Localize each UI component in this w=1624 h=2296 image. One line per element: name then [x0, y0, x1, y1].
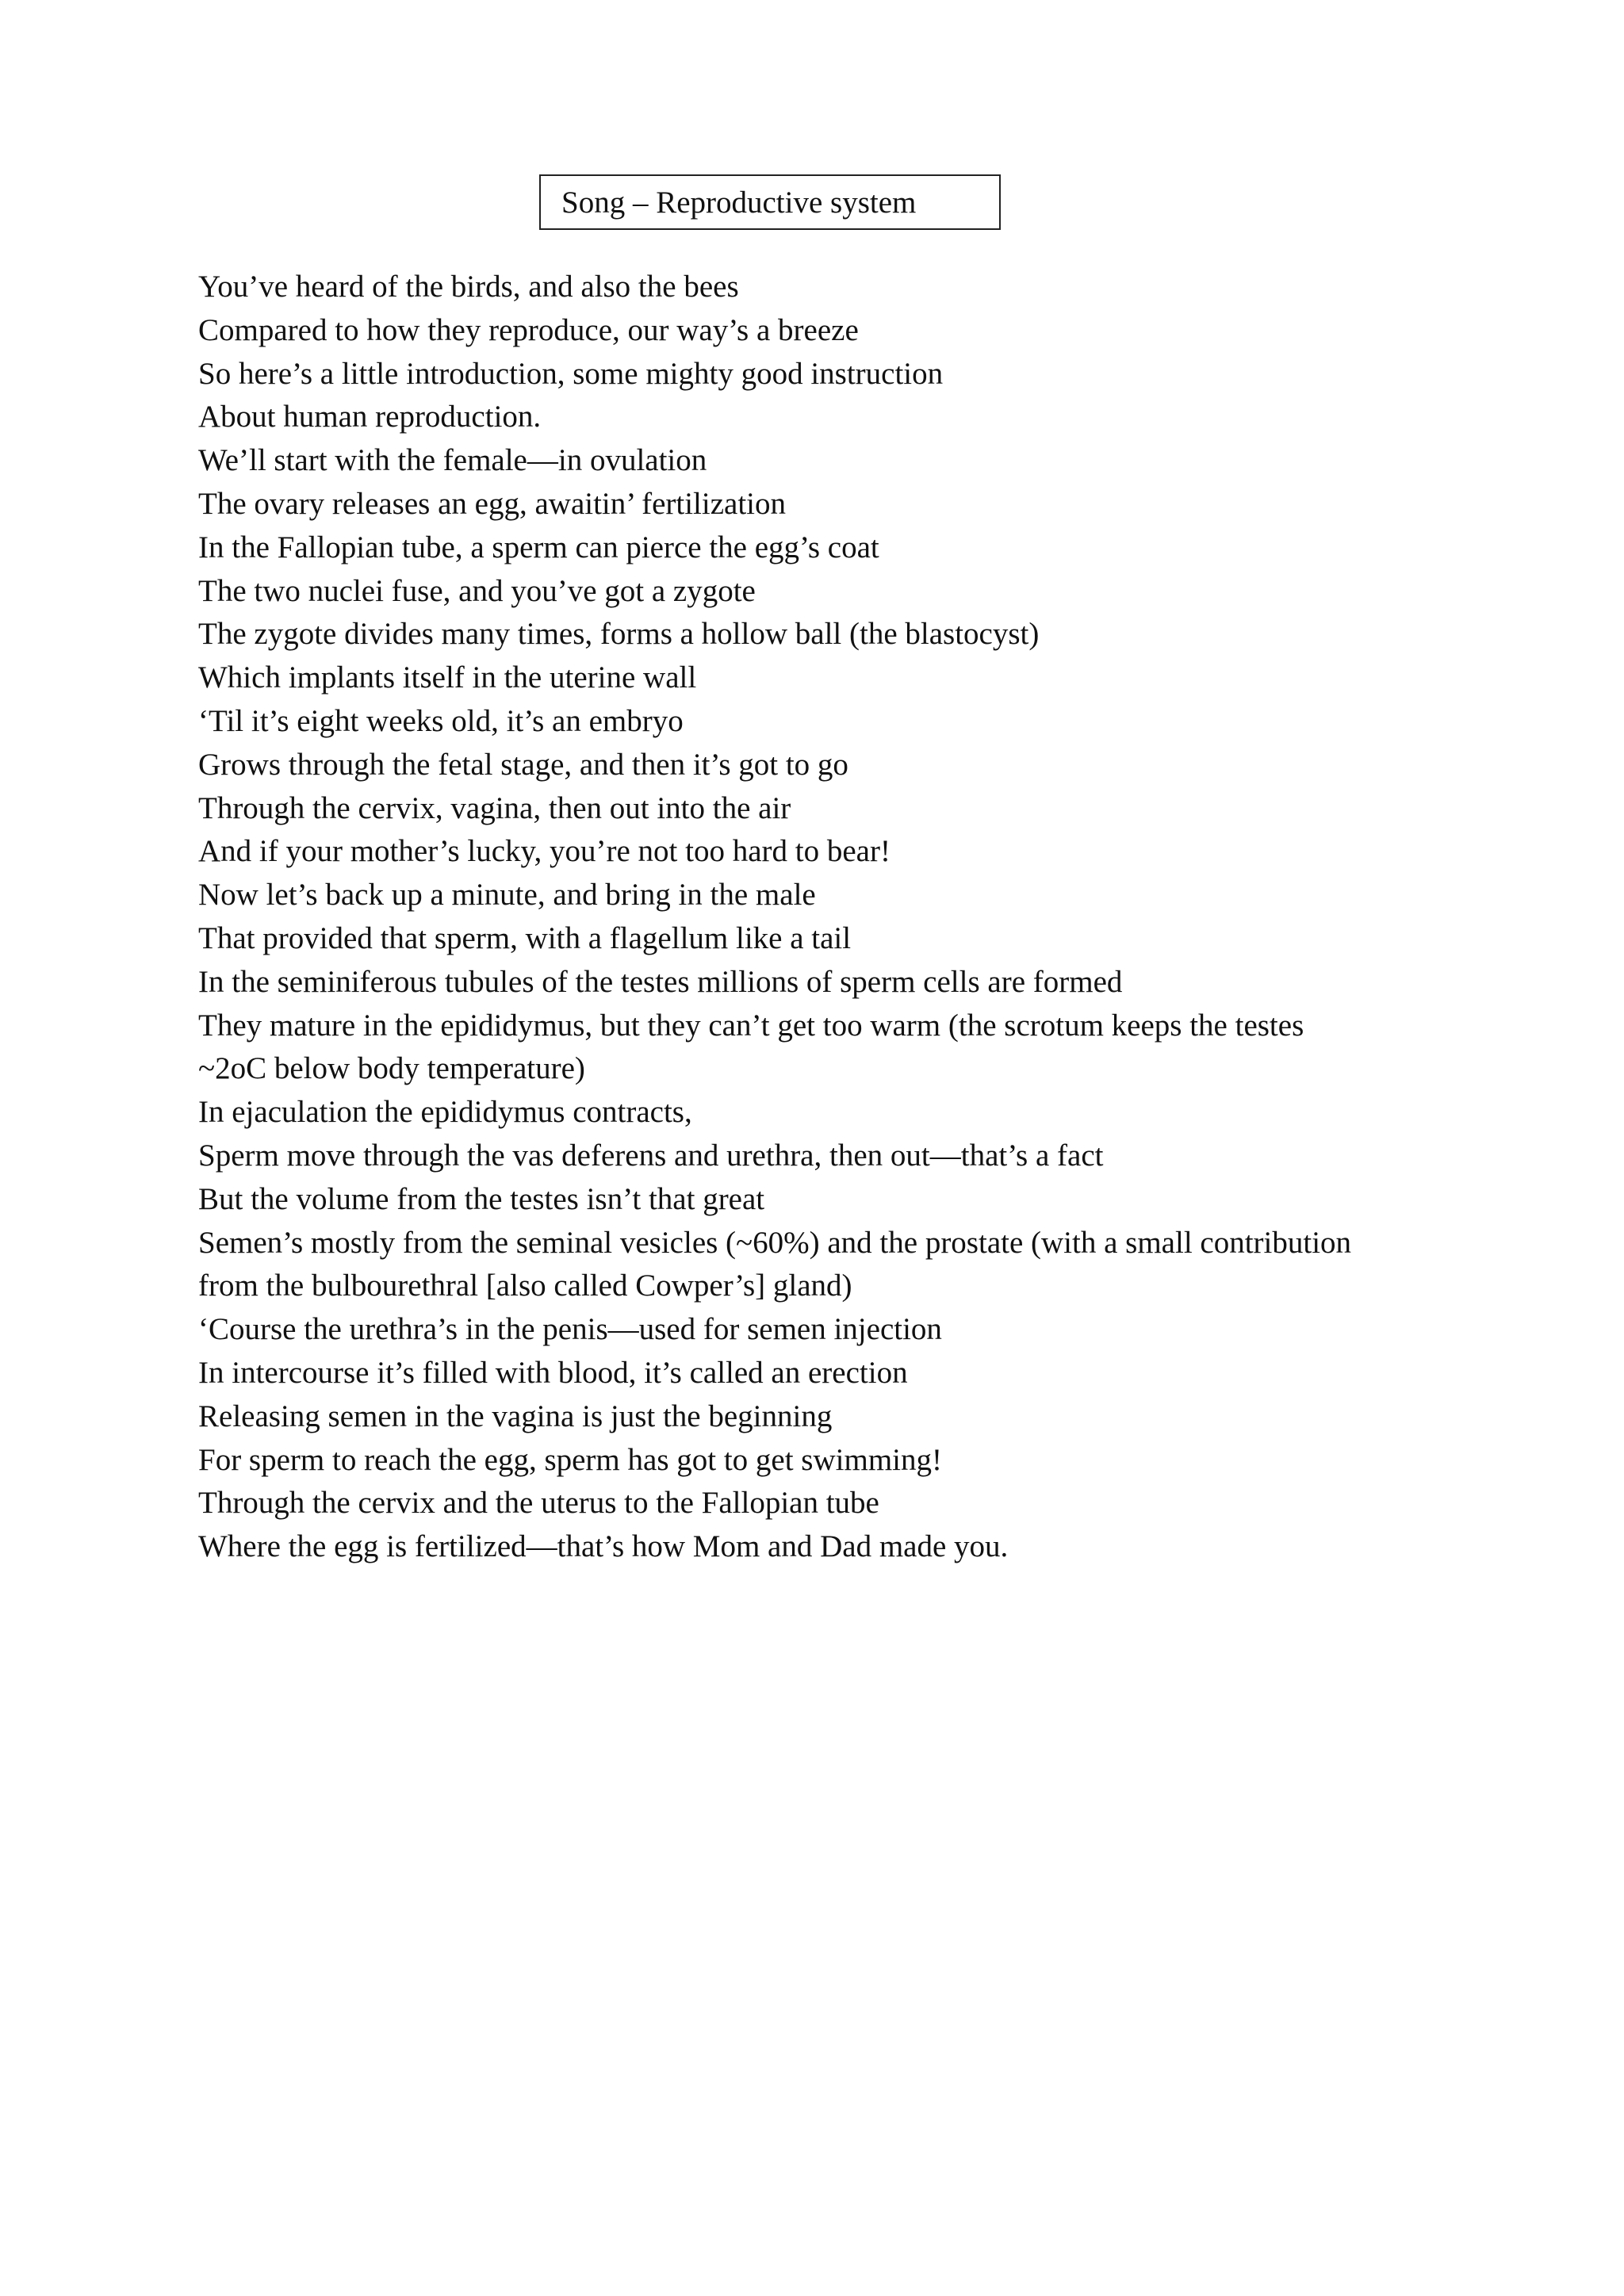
- lyric-line: from the bulbourethral [also called Cowper’s] gland): [198, 1269, 852, 1303]
- lyric-line: In ejaculation the epididymus contracts,: [198, 1095, 692, 1130]
- lyric-line: The two nuclei fuse, and you’ve got a zygote: [198, 573, 756, 608]
- lyric-line: ~2oC below body temperature): [198, 1051, 585, 1086]
- lyric-line: Sperm move through the vas deferens and urethra, then out—that’s a fact: [198, 1138, 1104, 1173]
- song-lyrics: [198, 266, 1435, 1569]
- lyric-line: Which implants itself in the uterine wall: [198, 660, 697, 695]
- lyric-line: In the Fallopian tube, a sperm can pierce the egg’s coat: [198, 530, 879, 564]
- lyric-line: Through the cervix, vagina, then out into the air: [198, 790, 791, 825]
- lyric-line: ‘Til it’s eight weeks old, it’s an embryo: [198, 703, 684, 738]
- lyric-line: That provided that sperm, with a flagellum like a tail: [198, 920, 852, 955]
- lyric-line: Through the cervix and the uterus to the Fallopian tube: [198, 1486, 879, 1521]
- lyric-line: The ovary releases an egg, awaitin’ fertilization: [198, 486, 787, 521]
- song-title: Song – Reproductive system: [539, 174, 1001, 230]
- lyric-line: So here’s a little introduction, some mighty good instruction: [198, 356, 944, 391]
- lyric-line: And if your mother’s lucky, you’re not too hard to bear!: [198, 834, 891, 869]
- lyric-line: We’ll start with the female—in ovulation: [198, 443, 707, 478]
- lyric-line: In the seminiferous tubules of the testes millions of sperm cells are formed: [198, 964, 1123, 999]
- lyric-line: For sperm to reach the egg, sperm has got to get swimming!: [198, 1442, 942, 1477]
- lyric-line: ‘Course the urethra’s in the penis—used for semen injection: [198, 1312, 942, 1347]
- lyric-line: Semen’s mostly from the seminal vesicles (~60%) and the prostate (with a small contribution: [198, 1225, 1352, 1260]
- lyric-line: But the volume from the testes isn’t that great: [198, 1181, 765, 1216]
- lyric-line: You’ve heard of the birds, and also the bees: [198, 270, 739, 304]
- lyric-line: The zygote divides many times, forms a hollow ball (the blastocyst): [198, 617, 1040, 652]
- lyric-line: In intercourse it’s filled with blood, it’s called an erection: [198, 1355, 908, 1390]
- lyric-line: Grows through the fetal stage, and then it’s got to go: [198, 747, 848, 782]
- lyric-line: Releasing semen in the vagina is just the beginning: [198, 1399, 833, 1433]
- lyric-line: Now let’s back up a minute, and bring in the male: [198, 878, 816, 913]
- lyric-line: About human reproduction.: [198, 400, 542, 434]
- lyric-line: They mature in the epididymus, but they can’t get too warm (the scrotum keeps the testes: [198, 1008, 1304, 1043]
- lyric-line: Where the egg is fertilized—that’s how Mom and Dad made you.: [198, 1529, 1009, 1564]
- lyric-line: Compared to how they reproduce, our way’s a breeze: [198, 312, 859, 347]
